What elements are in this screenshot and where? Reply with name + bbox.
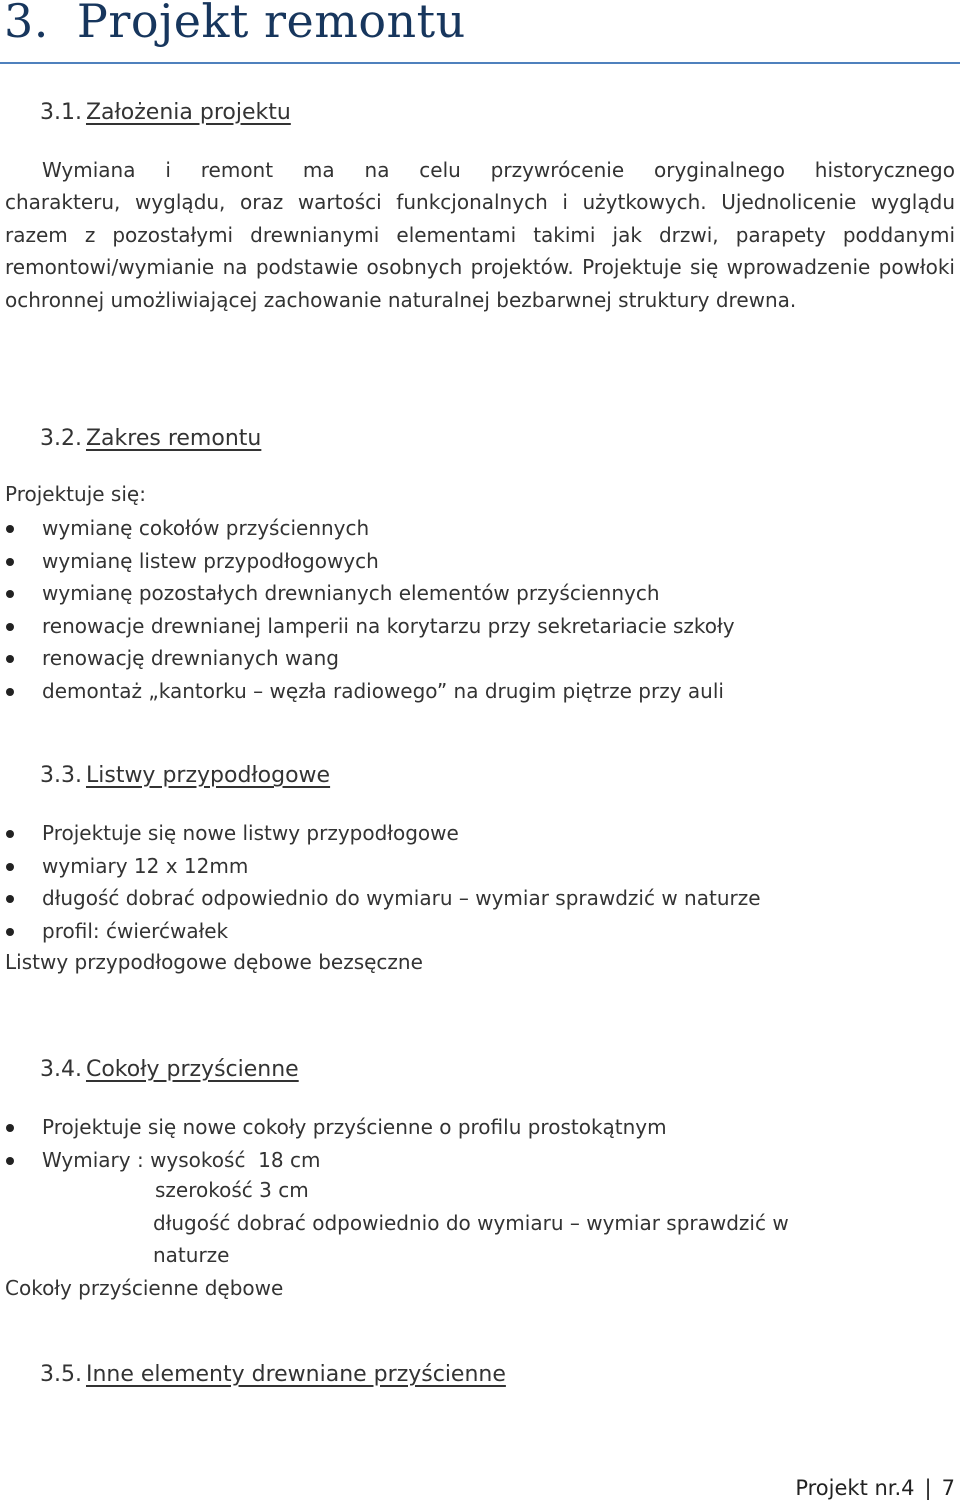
bullet-icon <box>6 830 14 838</box>
list-item: profil: ćwierćwałek <box>0 915 761 948</box>
list-item: wymianę cokołów przyściennych <box>0 512 735 545</box>
section-number: 3.5. <box>40 1362 82 1387</box>
section-heading-3-2 <box>40 426 261 451</box>
bullet-icon <box>6 558 14 566</box>
page-footer <box>795 1476 955 1500</box>
footer-separator: | <box>924 1476 932 1500</box>
section-note: Cokoły przyścienne dębowe <box>5 1276 284 1300</box>
section-title: Zakres remontu <box>85 426 262 451</box>
dimension-length-continued: naturze <box>153 1243 230 1267</box>
section-heading-3-4 <box>40 1057 299 1082</box>
bullet-icon <box>6 655 14 663</box>
section-heading-3-1 <box>40 100 291 125</box>
list-item: Projektuje się nowe cokoły przyścienne o profilu prostokątnym <box>0 1111 667 1144</box>
title-divider <box>0 62 960 64</box>
bullet-icon <box>6 525 14 533</box>
section-paragraph-first-line: Wymiana i remont ma na celu przywrócenie oryginalnego historycznego <box>42 158 955 182</box>
section-number: 3.4. <box>40 1057 82 1082</box>
page-number: 7 <box>941 1476 955 1500</box>
section-number: 3.1. <box>40 100 82 125</box>
section-intro: Projektuje się: <box>5 482 146 506</box>
section-number: 3.3. <box>40 763 82 788</box>
bullet-icon <box>6 1157 14 1165</box>
dimension-length: długość dobrać odpowiednio do wymiaru – wymiar sprawdzić w <box>153 1211 789 1235</box>
bullet-icon <box>6 623 14 631</box>
bullet-icon <box>6 1124 14 1132</box>
list-item: renowacje drewnianej lamperii na korytarzu przy sekretariacie szkoły <box>0 610 735 643</box>
bullet-icon <box>6 895 14 903</box>
list-item: demontaż „kantorku – węzła radiowego” na drugim piętrze przy auli <box>0 675 735 708</box>
list-item: wymianę listew przypodłogowych <box>0 545 735 578</box>
list-item: długość dobrać odpowiednio do wymiaru – wymiar sprawdzić w naturze <box>0 882 761 915</box>
plinth-list <box>0 1111 667 1176</box>
bullet-icon <box>6 863 14 871</box>
section-title: Założenia projektu <box>85 100 291 125</box>
list-item: Wymiary : wysokość 18 cm <box>0 1144 667 1177</box>
section-title: Inne elementy drewniane przyścienne <box>85 1362 506 1387</box>
section-title: Listwy przypodłogowe <box>85 763 331 788</box>
section-note: Listwy przypodłogowe dębowe bezsęczne <box>5 950 423 974</box>
list-item: wymianę pozostałych drewnianych elementów przyściennych <box>0 577 735 610</box>
section-heading-3-3 <box>40 763 330 788</box>
chapter-title-text: Projekt remontu <box>76 0 466 48</box>
skirting-list <box>0 817 761 947</box>
bullet-icon <box>6 688 14 696</box>
bullet-icon <box>6 590 14 598</box>
bullet-icon <box>6 928 14 936</box>
project-label: Projekt nr.4 <box>795 1476 915 1500</box>
list-item: wymiary 12 x 12mm <box>0 850 761 883</box>
section-paragraph: charakteru, wyglądu, oraz wartości funkcjonalnych i użytkowych. Ujednolicenie wyglądu razem z pozostałymi drewnianymi elementami takimi jak drzwi, parapety poddanymi remontowi/wymianie na podstawie osobnych projektów. Projektuje się wprowadzenie powłoki ochronnej umożliwiającej zachowanie naturalnej bezbarwnej struktury drewna. <box>5 190 955 312</box>
section-number: 3.2. <box>40 426 82 451</box>
list-item: Projektuje się nowe listwy przypodłogowe <box>0 817 761 850</box>
section-heading-3-5 <box>40 1362 506 1387</box>
chapter-number: 3. <box>4 0 49 48</box>
dimension-width: szerokość 3 cm <box>155 1178 309 1202</box>
chapter-title <box>4 0 466 48</box>
scope-list <box>0 512 735 708</box>
list-item: renowację drewnianych wang <box>0 642 735 675</box>
section-title: Cokoły przyścienne <box>85 1057 299 1082</box>
